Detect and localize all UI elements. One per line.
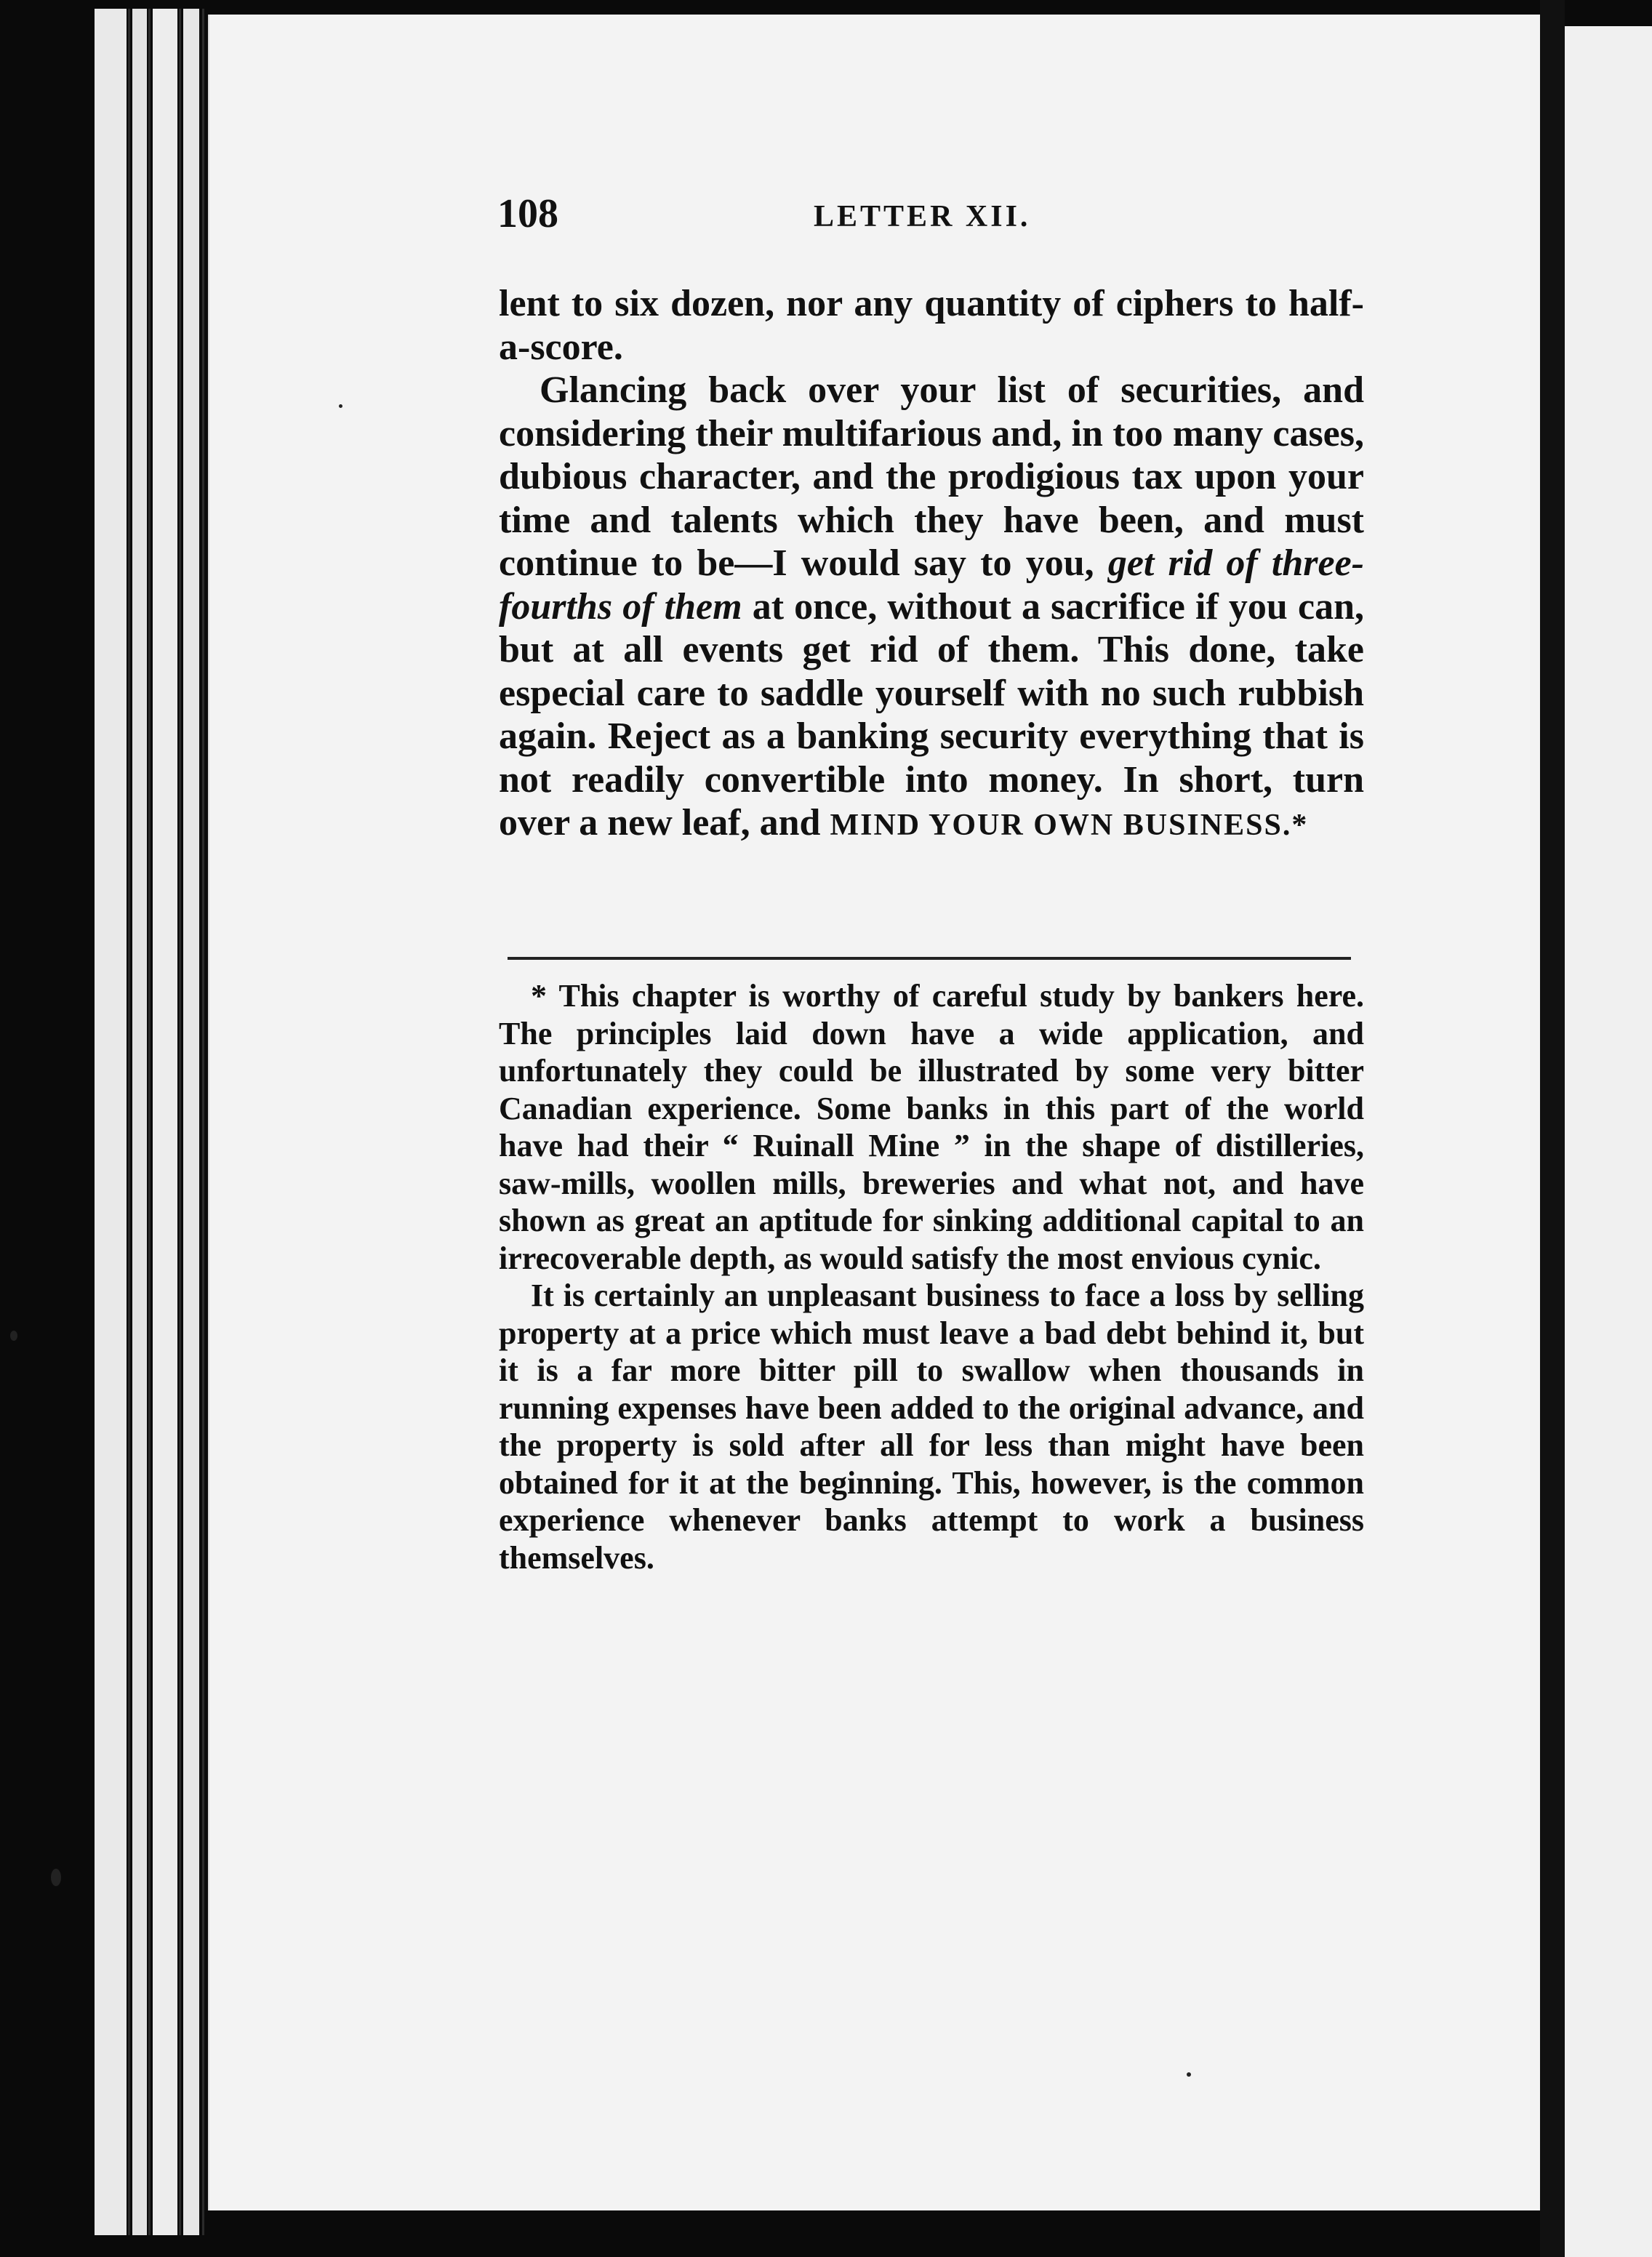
body-text-run: at once, without a sacrifice if you can, but at all events get rid of them. This done, take especial care to saddle yourself with no such rubbish again. Reject as a banking security everything that is not readily convertible into money. In short, turn over a new leaf, and	[499, 585, 1364, 843]
page-edge	[183, 9, 199, 2235]
page-edge-shadow	[148, 9, 151, 2235]
body-text	[499, 282, 1364, 848]
running-head	[497, 191, 1363, 241]
body-text-run: Glancing back over your list of securities, and considering their multifarious and, in too many cases, dubious character, and the prodigious tax upon your time and talents which they have been, and must continue to be—I would say to you,	[499, 369, 1364, 584]
gutter-shadow	[1540, 0, 1565, 2257]
small-caps-phrase: MIND YOUR OWN BUSINESS.*	[830, 809, 1309, 842]
page-edge-shadow	[128, 9, 130, 2235]
footnote-paragraph: * This chapter is worthy of careful study by bankers here. The principles laid down have a wide application, and unfortunately they could be illustrated by some very bitter Canadian experience. Some banks in this part of the world have had their “ Ruinall Mine ” in the shape of distilleries, saw-mills, woollen mills, breweries and what not, and have shown as great an aptitude for sinking additional capital to an irrecoverable depth, as would satisfy the most envious cynic.	[499, 978, 1364, 1276]
adjacent-page-sliver	[1565, 26, 1652, 2257]
body-paragraph: lent to six dozen, nor any quantity of ciphers to half-a-score.	[499, 283, 1364, 368]
italic-phrase: get rid of three-fourths of them	[499, 542, 1364, 628]
scan-speck	[51, 1869, 61, 1886]
scan-speck	[10, 1331, 17, 1341]
body-paragraph	[499, 369, 1364, 848]
page-edge-shadow	[202, 9, 204, 2235]
page-edge-shadow	[179, 9, 181, 2235]
page-edge	[153, 9, 177, 2235]
scan-speck	[339, 404, 342, 408]
scan-speck	[1187, 2072, 1191, 2077]
footnote	[499, 977, 1364, 1576]
chapter-title: LETTER XII.	[814, 200, 1031, 233]
page-edge	[95, 9, 127, 2235]
page-edge	[132, 9, 147, 2235]
footnote-paragraph: It is certainly an unpleasant business to face a loss by selling property at a price which must leave a bad debt behind it, but it is a far more bitter pill to swallow when thousands in running expenses have been added to the original advance, and the property is sold after all for less than might have been obtained for it at the beginning. This, however, is the common experience whenever banks attempt to work a business themselves.	[499, 1278, 1364, 1576]
footnote-rule	[508, 957, 1351, 960]
page-number: 108	[497, 191, 558, 236]
